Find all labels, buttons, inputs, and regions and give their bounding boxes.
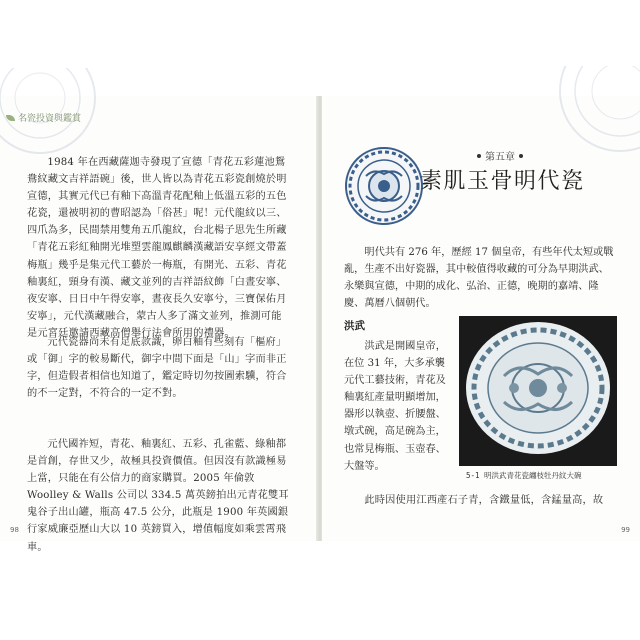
chapter-title: 素肌玉骨明代瓷 — [420, 169, 585, 194]
paragraph-text: 元代瓷器尚未有足底款識，卵白釉有些刻有「樞府」或「御」字的較易斷代，御字中間下面是「山」字而非正字，但造假者相信也知道了，鑑定時切勿按圖索驥，符合的不一定對，不符合的一定不對。 — [27, 337, 287, 400]
left-page — [0, 96, 318, 553]
chapter-label — [477, 148, 523, 163]
continued-paragraph — [344, 492, 634, 509]
paragraph-text: 1984 年在西藏薩迦寺發現了宣德「青花五彩蓮池鴛鴦紋藏文吉祥語碗」後，世人皆以為青花五彩瓷創燒於明宣德，其實元代已有釉下高溫青花配釉上低溫五彩的五色花瓷，還被明初的曹昭認為「俗甚」呢！元代龍紋以三、四爪為多，民間禁用雙角五爪龍紋，台北楊子思先生所藏「青花五彩紅釉開光堆塑雲龍鳳麒麟漢藏語安享經文帶蓋梅瓶」幾乎是集元代工藝於一梅瓶，有開光、五彩、青花釉裏紅，頸身有漢、藏文並列的吉祥語紋飾「白晝安寧、夜安寧、日日中午得安寧，晝夜長久安寧兮，三寶保佑月安寧」，元代漢藏融合，蒙古人多了滿文並列，推測可能是元宮廷邀請西藏高僧舉行法會所用的禮器。 — [27, 157, 287, 339]
paragraph — [27, 436, 289, 556]
paragraph-text: 此時因使用江西產石子青，含鐵量低，含錳量高，故 — [364, 495, 604, 506]
paragraph — [27, 334, 289, 402]
decorative-floral-pattern — [520, 66, 640, 166]
chapter-intro — [344, 244, 618, 312]
paragraph-text: 元代國祚短，青花、釉裏紅、五彩、孔雀藍、綠釉都是首創，存世又少，故極具投資價值。但因沒有款識極易上當，只能在有公信力的商家購買。2005 年倫敦 Woolley & Walls 公司以 334.5 萬英鎊拍出元青花雙耳鬼谷子出山罐，瓶高 47.5 公分，此瓶是 1900 年英國銀行家威廉亞歷山大以 10 英鎊買入，增值幅度如乘雲霄飛車。 — [27, 439, 289, 553]
section-text: 洪武是開國皇帝，在位 31 年，大多承襲元代工藝技術，青花及釉裏紅產量明顯增加，器形以執壺、折腰盤、墩式碗，高足碗為主，也常見梅瓶、玉壺春、大盤等。 — [344, 341, 446, 472]
chapter-number: 第五章 — [485, 152, 515, 163]
intro-text: 明代共有 276 年，歷經 17 個皇帝，有些年代太短或戰亂，生產不出好瓷器，其中較值得收藏的可分為早期洪武、永樂與宣德，中期的成化、弘治、正德，晚期的嘉靖、隆慶、萬曆八個朝代。 — [344, 247, 614, 310]
book-spread — [0, 96, 640, 553]
running-header — [6, 111, 81, 124]
section-body — [344, 338, 452, 475]
leaf-icon — [6, 115, 15, 121]
blue-white-plate-image — [344, 146, 424, 226]
running-header-title: 名瓷投資與鑑賞 — [18, 114, 82, 124]
page-number: 98 — [10, 526, 19, 534]
section-heading: 洪武 — [344, 320, 365, 332]
figure-caption: 5-1 明洪武青花瓷纏枝牡丹紋大碗 — [466, 471, 582, 480]
bowl-illustration — [459, 316, 617, 466]
bullet-dot — [519, 154, 523, 158]
porcelain-bowl-photo — [459, 316, 617, 466]
right-page — [322, 96, 640, 541]
paragraph — [27, 154, 289, 342]
bullet-dot — [477, 154, 481, 158]
page-number: 99 — [621, 526, 630, 534]
